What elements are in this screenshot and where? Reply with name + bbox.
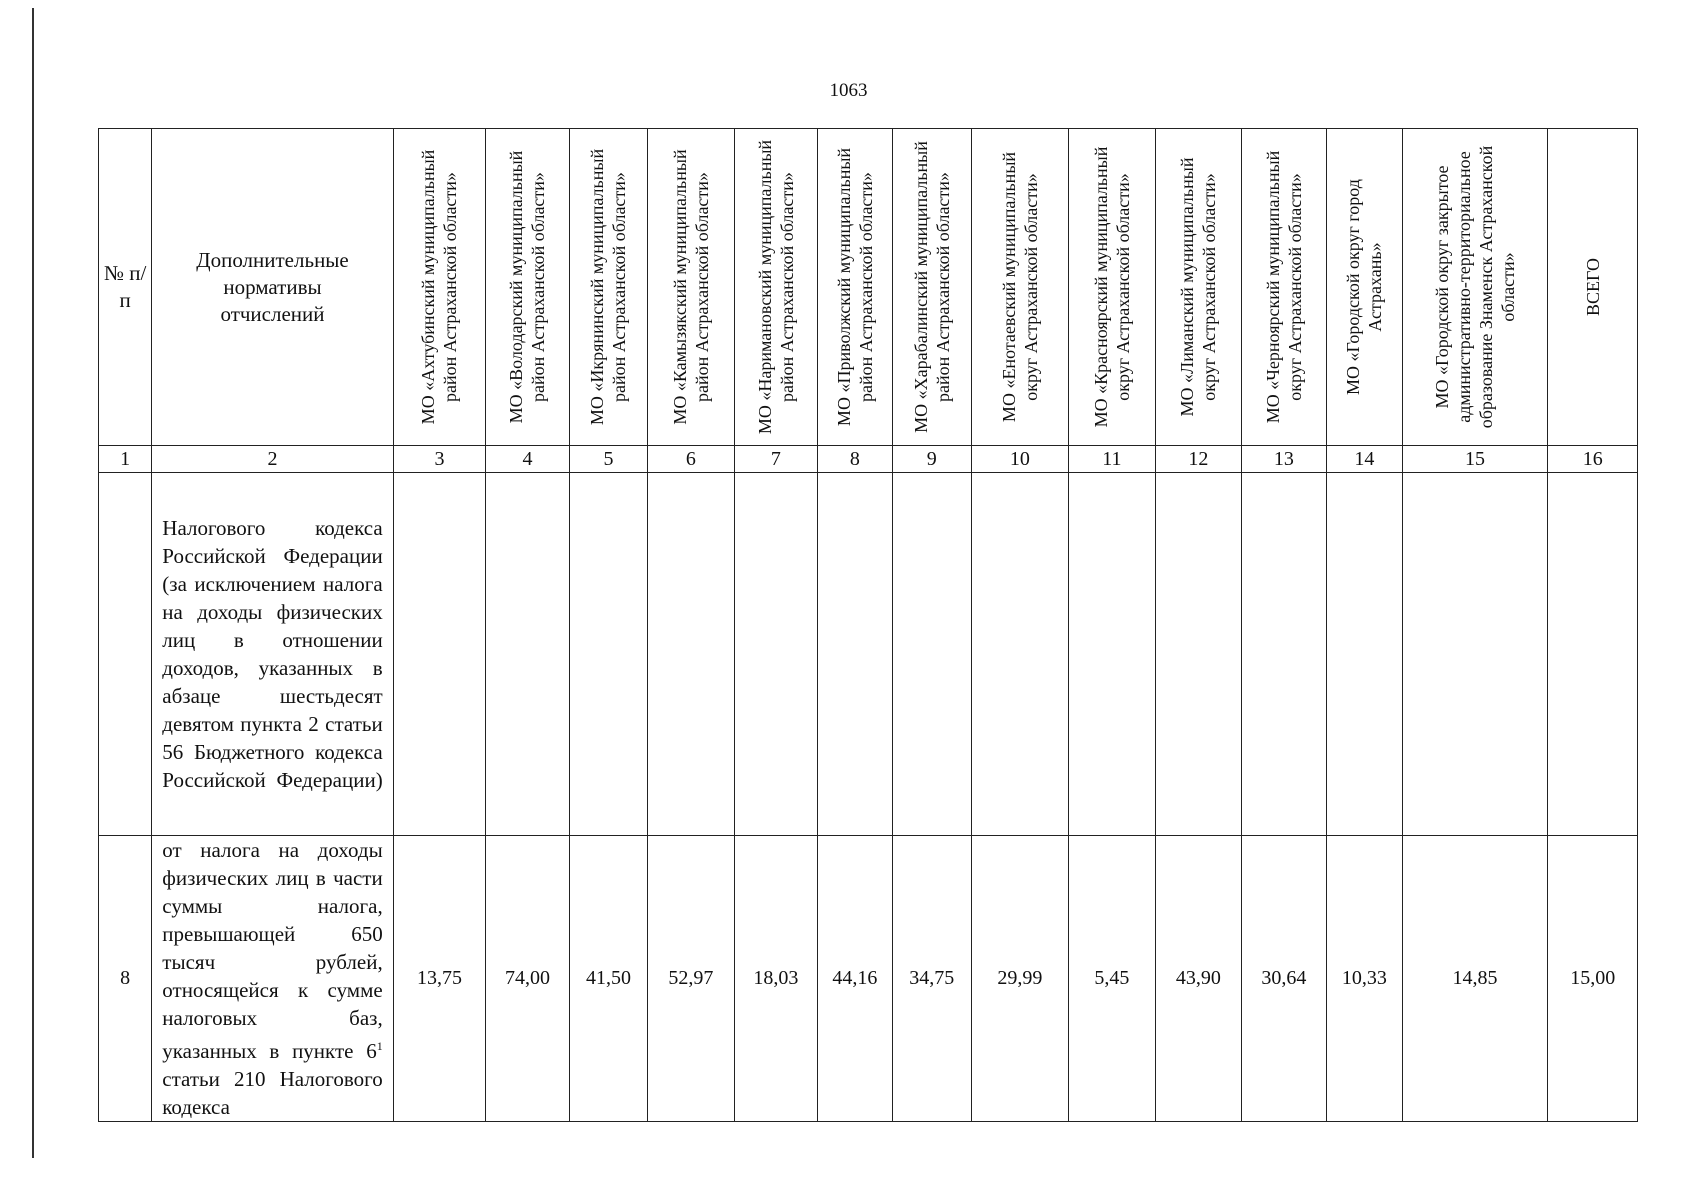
col-number: 7 [734, 446, 817, 473]
col-number: 16 [1548, 446, 1638, 473]
row-value: 10,33 [1327, 836, 1402, 1122]
header-col-8 [818, 129, 892, 446]
row-desc [152, 473, 393, 836]
header-col-15 [1402, 129, 1548, 446]
header-col-4 [486, 129, 569, 446]
header-col-4-text: МО «Володарский муниципальный район Астраханской области» [506, 150, 549, 424]
row-desc-part: статьи 210 Налогового кодекса [162, 1067, 383, 1119]
row-value: 34,75 [892, 836, 971, 1122]
header-col-9-text: МО «Харабалинский муниципальный район Астраханской области» [910, 141, 953, 433]
header-col-10 [972, 129, 1069, 446]
row-value: 5,45 [1068, 836, 1156, 1122]
col-number: 1 [99, 446, 152, 473]
table-row [99, 473, 1638, 836]
allocation-table [98, 128, 1638, 1122]
col-number: 14 [1327, 446, 1402, 473]
row-value [734, 473, 817, 836]
table-row [99, 836, 1638, 1122]
column-number-row [99, 446, 1638, 473]
col-number: 3 [393, 446, 486, 473]
header-col-16 [1548, 129, 1638, 446]
row-value: 18,03 [734, 836, 817, 1122]
row-value [648, 473, 735, 836]
page-number: 1063 [829, 80, 868, 101]
row-desc-text [152, 836, 392, 1121]
header-desc [152, 129, 393, 446]
header-col-12 [1156, 129, 1242, 446]
header-col-7 [734, 129, 817, 446]
row-value [1068, 473, 1156, 836]
col-number: 15 [1402, 446, 1548, 473]
col-number: 10 [972, 446, 1069, 473]
header-col-13-text: МО «Черноярский муниципальный округ Астраханской области» [1262, 150, 1305, 424]
header-col-3-text: МО «Ахтубинский муниципальный район Астраханской области» [418, 149, 461, 425]
col-number: 11 [1068, 446, 1156, 473]
row-value [1327, 473, 1402, 836]
row-value [1548, 473, 1638, 836]
header-col-5 [569, 129, 647, 446]
header-col-7-text: МО «Наримановский муниципальный район Астраханской области» [754, 139, 797, 435]
table-header-row [99, 129, 1638, 446]
col-number: 2 [152, 446, 393, 473]
col-number: 5 [569, 446, 647, 473]
header-col-5-text: МО «Икрянинский муниципальный район Астраханской области» [587, 148, 630, 426]
col-number: 9 [892, 446, 971, 473]
row-desc-text: Налогового кодекса Российской Федерации (за исключением налога на доходы физических лиц в отношении доходов, указанных в абзаце шестьдесят девятом пункта 2 статьи 56 Бюджетного кодекса Российской Федерации) [162, 516, 383, 792]
header-col-14-text: МО «Городской округ город Астрахань» [1343, 179, 1386, 395]
row-value [1402, 473, 1548, 836]
margin-line [32, 8, 34, 1158]
header-col-9 [892, 129, 971, 446]
row-value [569, 473, 647, 836]
header-col-11 [1068, 129, 1156, 446]
row-value [892, 473, 971, 836]
header-col-8-text: МО «Приволжский муниципальный район Астраханской области» [833, 147, 876, 427]
row-value: 41,50 [569, 836, 647, 1122]
row-value: 52,97 [648, 836, 735, 1122]
row-value [393, 473, 486, 836]
col-number: 8 [818, 446, 892, 473]
row-value: 13,75 [393, 836, 486, 1122]
row-value: 15,00 [1548, 836, 1638, 1122]
row-value [972, 473, 1069, 836]
header-num-text: № п/п [103, 261, 147, 312]
header-desc-text: Дополнительные нормативы отчислений [196, 247, 349, 326]
row-value: 29,99 [972, 836, 1069, 1122]
header-col-10-text: МО «Енотаевский муниципальный округ Астраханской области» [998, 151, 1041, 423]
row-desc-part: от налога на доходы физических лиц в части суммы налога, превышающей 650 тысяч рублей, относящейся к сумме налоговых баз, указанных в пункте 6 [162, 838, 383, 1063]
superscript: 1 [376, 1039, 383, 1053]
header-col-3 [393, 129, 486, 446]
row-num: 8 [99, 836, 152, 1122]
row-value: 14,85 [1402, 836, 1548, 1122]
header-col-12-text: МО «Лиманский муниципальный округ Астраханской области» [1177, 157, 1220, 417]
header-col-6 [648, 129, 735, 446]
col-number: 4 [486, 446, 569, 473]
header-col-16-text: ВСЕГО [1582, 258, 1603, 316]
row-value: 30,64 [1241, 836, 1327, 1122]
row-value [1241, 473, 1327, 836]
header-col-11-text: МО «Красноярский муниципальный округ Астраханской области» [1090, 146, 1133, 428]
col-number: 6 [648, 446, 735, 473]
header-col-15-text: МО «Городской округ закрытое административно-территориальное образование Знаменск Астраханской области» [1431, 145, 1518, 429]
row-num [99, 473, 152, 836]
row-value [1156, 473, 1242, 836]
row-desc [152, 836, 393, 1122]
col-number: 12 [1156, 446, 1242, 473]
row-value [818, 473, 892, 836]
header-col-14 [1327, 129, 1402, 446]
row-value [486, 473, 569, 836]
row-value: 44,16 [818, 836, 892, 1122]
header-num [99, 129, 152, 446]
header-col-6-text: МО «Камызякский муниципальный район Астраханской области» [669, 149, 712, 425]
col-number: 13 [1241, 446, 1327, 473]
header-col-13 [1241, 129, 1327, 446]
row-value: 43,90 [1156, 836, 1242, 1122]
row-value: 74,00 [486, 836, 569, 1122]
